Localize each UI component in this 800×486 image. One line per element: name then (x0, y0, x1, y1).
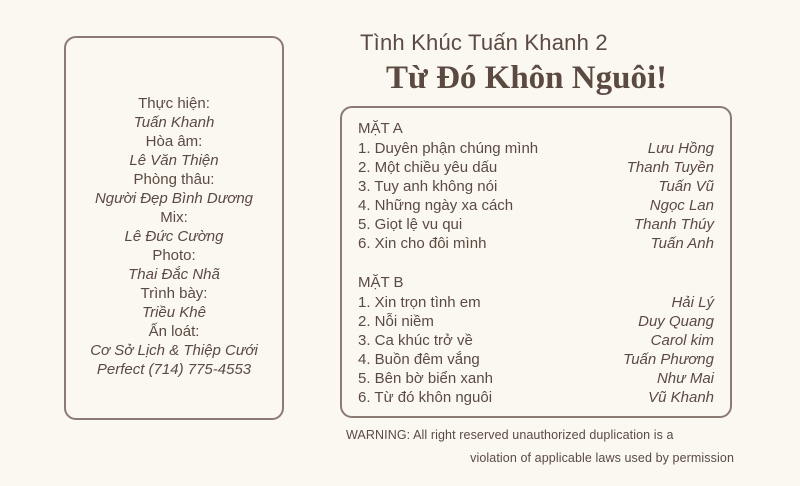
credit-name-printing: Cơ Sở Lịch & Thiệp Cưới (90, 342, 258, 359)
track-title: 1. Duyên phận chúng mình (358, 140, 539, 157)
credit-name-design: Triều Khê (142, 304, 206, 321)
track-title: 3. Ca khúc trở về (358, 332, 473, 349)
track-a1 (358, 139, 714, 158)
credit-role-mix: Mix: (160, 209, 188, 226)
credit-name-studio: Người Đẹp Bình Dương (94, 190, 254, 207)
credit-role-photo: Photo: (152, 247, 196, 264)
track-artist: Duy Quang (638, 313, 714, 330)
credit-role-performer: Thực hiện: (138, 95, 210, 112)
track-title: 2. Một chiều yêu dấu (358, 159, 498, 176)
track-artist: Thanh Tuyền (626, 159, 714, 176)
track-a2 (358, 158, 714, 177)
track-title: 6. Xin cho đôi mình (358, 235, 487, 252)
credit-name-performer: Tuấn Khanh (133, 114, 215, 131)
track-artist: Hải Lý (671, 294, 714, 311)
side-a-label: MẶT A (358, 120, 403, 137)
track-a6 (358, 234, 714, 253)
credits-list (66, 94, 282, 379)
album-title: Từ Đó Khôn Nguôi! (386, 60, 668, 96)
credit-role-arranger: Hòa âm: (145, 133, 203, 150)
track-title: 3. Tuy anh không nói (358, 178, 498, 195)
track-artist: Ngọc Lan (649, 197, 714, 214)
tracklist-panel (340, 106, 732, 418)
track-a5 (358, 215, 714, 234)
track-artist: Lưu Hồng (647, 140, 714, 157)
track-a3 (358, 177, 714, 196)
track-a4 (358, 196, 714, 215)
track-title: 2. Nỗi niềm (358, 313, 434, 330)
track-title: 6. Từ đó khôn nguôi (358, 389, 493, 406)
track-artist: Như Mai (656, 370, 714, 387)
credit-role-design: Trình bày: (140, 285, 208, 302)
copyright-warning (346, 424, 738, 470)
track-title: 4. Những ngày xa cách (358, 197, 514, 214)
track-artist: Tuấn Phương (623, 351, 714, 368)
credit-role-studio: Phòng thâu: (133, 171, 215, 188)
warning-line-1: WARNING: All right reserved unauthorized duplication is a (346, 428, 674, 442)
credit-name-mix: Lê Đức Cường (124, 228, 224, 245)
track-artist: Thanh Thúy (633, 216, 714, 233)
track-b2 (358, 312, 714, 331)
warning-line-2: violation of applicable laws used by permission (470, 451, 734, 465)
track-artist: Tuấn Anh (650, 235, 714, 252)
credit-name-photo: Thai Đắc Nhã (128, 266, 220, 283)
track-title: 1. Xin trọn tình em (358, 294, 481, 311)
track-artist: Carol kim (650, 332, 714, 349)
track-b5 (358, 369, 714, 388)
track-artist: Vũ Khanh (648, 389, 714, 406)
track-b4 (358, 350, 714, 369)
credit-name-printing-phone: Perfect (714) 775-4553 (96, 361, 252, 378)
track-b3 (358, 331, 714, 350)
credits-panel (64, 36, 284, 420)
track-b1 (358, 293, 714, 312)
track-title: 4. Buồn đêm vắng (358, 351, 480, 368)
credit-role-printing: Ấn loát: (148, 323, 200, 340)
series-title: Tình Khúc Tuấn Khanh 2 (360, 30, 608, 55)
track-artist: Tuấn Vũ (658, 178, 714, 195)
side-b-label: MẶT B (358, 274, 404, 291)
track-b6 (358, 388, 714, 407)
track-title: 5. Giọt lệ vu qui (358, 216, 463, 233)
track-title: 5. Bên bờ biển xanh (358, 370, 493, 387)
credit-name-arranger: Lê Văn Thiện (129, 152, 219, 169)
